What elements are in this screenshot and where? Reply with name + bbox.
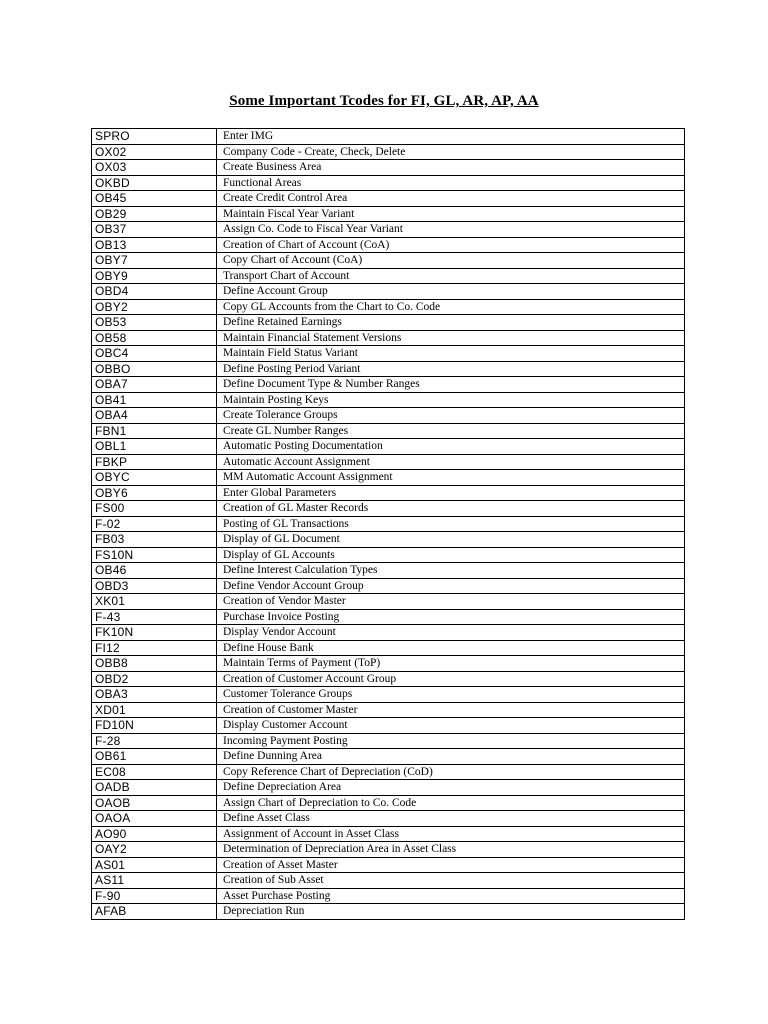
description-cell: Creation of GL Master Records xyxy=(217,501,685,517)
description-cell: Display of GL Document xyxy=(217,532,685,548)
tcode-cell: F-90 xyxy=(92,888,217,904)
description-cell: Posting of GL Transactions xyxy=(217,516,685,532)
table-row xyxy=(92,532,685,548)
tcode-cell: OBD2 xyxy=(92,671,217,687)
tcode-cell: OB29 xyxy=(92,206,217,222)
tcode-cell: OBD4 xyxy=(92,284,217,300)
tcode-cell: OB45 xyxy=(92,191,217,207)
tcode-cell: AS01 xyxy=(92,857,217,873)
table-row xyxy=(92,144,685,160)
description-cell: Define Document Type & Number Ranges xyxy=(217,377,685,393)
tcode-cell: OB13 xyxy=(92,237,217,253)
table-row xyxy=(92,408,685,424)
tcode-cell: OAY2 xyxy=(92,842,217,858)
tcode-table-body xyxy=(92,129,685,920)
tcode-cell: EC08 xyxy=(92,764,217,780)
tcode-cell: FS00 xyxy=(92,501,217,517)
table-row xyxy=(92,594,685,610)
description-cell: Creation of Vendor Master xyxy=(217,594,685,610)
tcode-cell: OAOB xyxy=(92,795,217,811)
description-cell: Define Vendor Account Group xyxy=(217,578,685,594)
tcode-cell: OBBO xyxy=(92,361,217,377)
table-row xyxy=(92,361,685,377)
table-row xyxy=(92,780,685,796)
tcode-cell: FS10N xyxy=(92,547,217,563)
description-cell: Assignment of Account in Asset Class xyxy=(217,826,685,842)
tcode-cell: FK10N xyxy=(92,625,217,641)
description-cell: Maintain Field Status Variant xyxy=(217,346,685,362)
tcode-cell: AS11 xyxy=(92,873,217,889)
table-row xyxy=(92,175,685,191)
table-row xyxy=(92,346,685,362)
description-cell: Display Vendor Account xyxy=(217,625,685,641)
description-cell: Create Credit Control Area xyxy=(217,191,685,207)
table-row xyxy=(92,284,685,300)
table-row xyxy=(92,253,685,269)
description-cell: Functional Areas xyxy=(217,175,685,191)
table-row xyxy=(92,206,685,222)
description-cell: Creation of Customer Master xyxy=(217,702,685,718)
description-cell: Maintain Terms of Payment (ToP) xyxy=(217,656,685,672)
table-row xyxy=(92,268,685,284)
description-cell: Assign Co. Code to Fiscal Year Variant xyxy=(217,222,685,238)
description-cell: Define Account Group xyxy=(217,284,685,300)
description-cell: Define Retained Earnings xyxy=(217,315,685,331)
tcode-cell: OBC4 xyxy=(92,346,217,362)
tcode-cell: OBY9 xyxy=(92,268,217,284)
description-cell: MM Automatic Account Assignment xyxy=(217,470,685,486)
table-row xyxy=(92,702,685,718)
description-cell: Creation of Chart of Account (CoA) xyxy=(217,237,685,253)
table-row xyxy=(92,718,685,734)
description-cell: Copy GL Accounts from the Chart to Co. Code xyxy=(217,299,685,315)
tcode-table xyxy=(91,128,685,920)
tcode-cell: XD01 xyxy=(92,702,217,718)
table-row xyxy=(92,671,685,687)
description-cell: Define House Bank xyxy=(217,640,685,656)
description-cell: Copy Reference Chart of Depreciation (CoD) xyxy=(217,764,685,780)
description-cell: Copy Chart of Account (CoA) xyxy=(217,253,685,269)
table-row xyxy=(92,811,685,827)
table-row xyxy=(92,764,685,780)
description-cell: Customer Tolerance Groups xyxy=(217,687,685,703)
table-row xyxy=(92,191,685,207)
description-cell: Enter Global Parameters xyxy=(217,485,685,501)
tcode-cell: AO90 xyxy=(92,826,217,842)
description-cell: Purchase Invoice Posting xyxy=(217,609,685,625)
tcode-cell: OB41 xyxy=(92,392,217,408)
table-row xyxy=(92,578,685,594)
tcode-cell: OBY2 xyxy=(92,299,217,315)
tcode-cell: OBD3 xyxy=(92,578,217,594)
table-row xyxy=(92,609,685,625)
description-cell: Create Business Area xyxy=(217,160,685,176)
description-cell: Create GL Number Ranges xyxy=(217,423,685,439)
description-cell: Automatic Account Assignment xyxy=(217,454,685,470)
tcode-cell: FB03 xyxy=(92,532,217,548)
description-cell: Define Asset Class xyxy=(217,811,685,827)
tcode-cell: FI12 xyxy=(92,640,217,656)
description-cell: Enter IMG xyxy=(217,129,685,145)
description-cell: Incoming Payment Posting xyxy=(217,733,685,749)
tcode-cell: FBKP xyxy=(92,454,217,470)
tcode-cell: F-02 xyxy=(92,516,217,532)
description-cell: Creation of Asset Master xyxy=(217,857,685,873)
table-row xyxy=(92,439,685,455)
tcode-cell: OADB xyxy=(92,780,217,796)
description-cell: Maintain Fiscal Year Variant xyxy=(217,206,685,222)
tcode-cell: OB37 xyxy=(92,222,217,238)
table-row xyxy=(92,485,685,501)
table-row xyxy=(92,129,685,145)
tcode-cell: OBY7 xyxy=(92,253,217,269)
table-row xyxy=(92,299,685,315)
description-cell: Transport Chart of Account xyxy=(217,268,685,284)
description-cell: Create Tolerance Groups xyxy=(217,408,685,424)
table-row xyxy=(92,826,685,842)
table-row xyxy=(92,733,685,749)
table-row xyxy=(92,423,685,439)
table-row xyxy=(92,563,685,579)
description-cell: Automatic Posting Documentation xyxy=(217,439,685,455)
tcode-cell: FD10N xyxy=(92,718,217,734)
description-cell: Creation of Customer Account Group xyxy=(217,671,685,687)
description-cell: Define Interest Calculation Types xyxy=(217,563,685,579)
table-row xyxy=(92,501,685,517)
table-row xyxy=(92,222,685,238)
table-row xyxy=(92,454,685,470)
description-cell: Assign Chart of Depreciation to Co. Code xyxy=(217,795,685,811)
table-row xyxy=(92,330,685,346)
tcode-cell: F-28 xyxy=(92,733,217,749)
description-cell: Define Posting Period Variant xyxy=(217,361,685,377)
description-cell: Define Dunning Area xyxy=(217,749,685,765)
tcode-cell: OBA3 xyxy=(92,687,217,703)
tcode-cell: OBYC xyxy=(92,470,217,486)
table-row xyxy=(92,237,685,253)
table-row xyxy=(92,749,685,765)
tcode-cell: OBA4 xyxy=(92,408,217,424)
table-row xyxy=(92,873,685,889)
table-row xyxy=(92,516,685,532)
table-row xyxy=(92,625,685,641)
table-row xyxy=(92,315,685,331)
tcode-cell: OX03 xyxy=(92,160,217,176)
description-cell: Asset Purchase Posting xyxy=(217,888,685,904)
tcode-cell: OBB8 xyxy=(92,656,217,672)
table-row xyxy=(92,687,685,703)
table-row xyxy=(92,377,685,393)
table-row xyxy=(92,842,685,858)
description-cell: Define Depreciation Area xyxy=(217,780,685,796)
description-cell: Maintain Financial Statement Versions xyxy=(217,330,685,346)
table-row xyxy=(92,392,685,408)
tcode-cell: SPRO xyxy=(92,129,217,145)
description-cell: Display Customer Account xyxy=(217,718,685,734)
document-title: Some Important Tcodes for FI, GL, AR, AP, AA xyxy=(229,93,539,109)
tcode-cell: AFAB xyxy=(92,904,217,920)
table-row xyxy=(92,547,685,563)
tcode-cell: OB61 xyxy=(92,749,217,765)
description-cell: Determination of Depreciation Area in Asset Class xyxy=(217,842,685,858)
description-cell: Maintain Posting Keys xyxy=(217,392,685,408)
description-cell: Depreciation Run xyxy=(217,904,685,920)
tcode-cell: OKBD xyxy=(92,175,217,191)
tcode-cell: F-43 xyxy=(92,609,217,625)
tcode-cell: FBN1 xyxy=(92,423,217,439)
tcode-cell: OBY6 xyxy=(92,485,217,501)
tcode-cell: OX02 xyxy=(92,144,217,160)
tcode-cell: OB53 xyxy=(92,315,217,331)
tcode-cell: OBA7 xyxy=(92,377,217,393)
tcode-cell: XK01 xyxy=(92,594,217,610)
table-row xyxy=(92,470,685,486)
table-row xyxy=(92,904,685,920)
table-row xyxy=(92,640,685,656)
tcode-cell: OB46 xyxy=(92,563,217,579)
tcode-cell: OB58 xyxy=(92,330,217,346)
tcode-cell: OBL1 xyxy=(92,439,217,455)
table-row xyxy=(92,656,685,672)
description-cell: Display of GL Accounts xyxy=(217,547,685,563)
tcode-cell: OAOA xyxy=(92,811,217,827)
table-row xyxy=(92,857,685,873)
table-row xyxy=(92,795,685,811)
description-cell: Creation of Sub Asset xyxy=(217,873,685,889)
table-row xyxy=(92,888,685,904)
description-cell: Company Code - Create, Check, Delete xyxy=(217,144,685,160)
table-row xyxy=(92,160,685,176)
